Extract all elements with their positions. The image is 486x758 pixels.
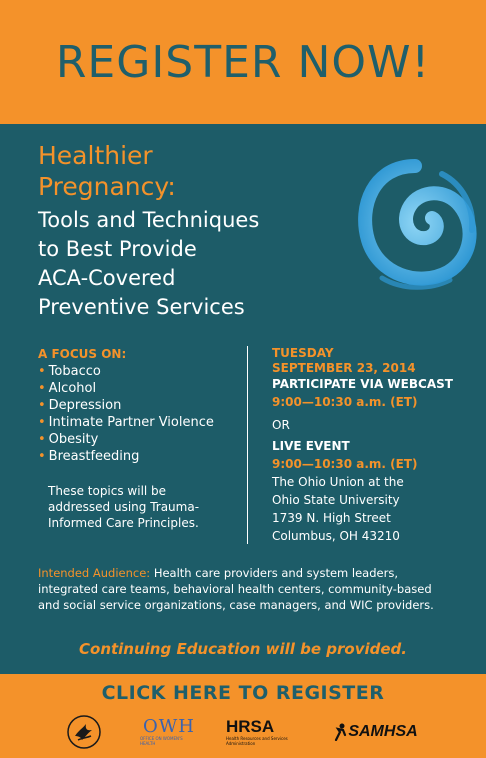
hrsa-logo-subtitle: Health Resources and Services Administration [226, 736, 288, 746]
swirl-icon [352, 154, 478, 294]
bullet-icon: • [38, 432, 46, 447]
bullet-icon: • [38, 364, 46, 379]
bullet-icon: • [38, 449, 46, 464]
event-day: TUESDAY [272, 346, 334, 360]
hrsa-logo [226, 714, 306, 750]
owh-logo-text: OWH [143, 716, 195, 737]
focus-item: • Intimate Partner Violence [38, 415, 214, 430]
focus-item: • Alcohol [38, 381, 97, 396]
focus-list [38, 363, 238, 465]
hhs-logo [64, 714, 104, 750]
focus-section [38, 347, 238, 531]
owh-logo [140, 714, 198, 750]
focus-item: • Tobacco [38, 364, 101, 379]
bullet-icon: • [38, 398, 46, 413]
audience-text: Health care providers and system leaders, integrated care teams, behavioral health centers, community-based and social service organizations, case managers, and WIC providers. [38, 566, 434, 612]
event-date: SEPTEMBER 23, 2014 [272, 361, 416, 375]
click-to-register-link[interactable]: CLICK HERE TO REGISTER [101, 682, 385, 704]
register-now-banner[interactable] [0, 0, 486, 124]
register-now-heading: REGISTER NOW! [55, 36, 431, 88]
webcast-label: PARTICIPATE VIA WEBCAST [272, 377, 453, 391]
venue-address: The Ohio Union at the Ohio State University 1739 N. High Street Columbus, OH 43210 [272, 475, 404, 543]
event-title-subtitle: Tools and Techniques to Best Provide ACA-Covered Preventive Services [38, 208, 260, 319]
schedule-section [272, 346, 472, 545]
bullet-icon: • [38, 381, 46, 396]
or-separator: OR [272, 418, 290, 432]
bullet-icon: • [38, 415, 46, 430]
samhsa-logo [330, 714, 420, 750]
webcast-time: 9:00—10:30 a.m. (ET) [272, 395, 418, 409]
focus-item: • Depression [38, 398, 122, 413]
column-divider [247, 346, 248, 544]
focus-item: • Obesity [38, 432, 99, 447]
owh-logo-subtitle: OFFICE ON WOMEN'S HEALTH [140, 736, 183, 746]
event-title-highlight: Healthier Pregnancy: [38, 141, 176, 201]
samhsa-logo-text: SAMHSA [348, 723, 418, 740]
live-event-time: 9:00—10:30 a.m. (ET) [272, 457, 418, 471]
live-event-label: LIVE EVENT [272, 439, 350, 453]
hrsa-logo-text: HRSA [226, 717, 275, 736]
continuing-education-note: Continuing Education will be provided. [79, 640, 407, 658]
focus-heading: A FOCUS ON: [38, 347, 127, 361]
hhs-eagle-seal-icon [66, 714, 102, 750]
samhsa-figure-icon [332, 723, 348, 741]
register-footer [0, 674, 486, 758]
focus-item: • Breastfeeding [38, 449, 140, 464]
topics-note: These topics will be addressed using Trauma- Informed Care Principles. [48, 484, 200, 530]
event-panel [0, 124, 486, 674]
intended-audience [38, 565, 448, 613]
audience-label: Intended Audience: [38, 566, 151, 580]
